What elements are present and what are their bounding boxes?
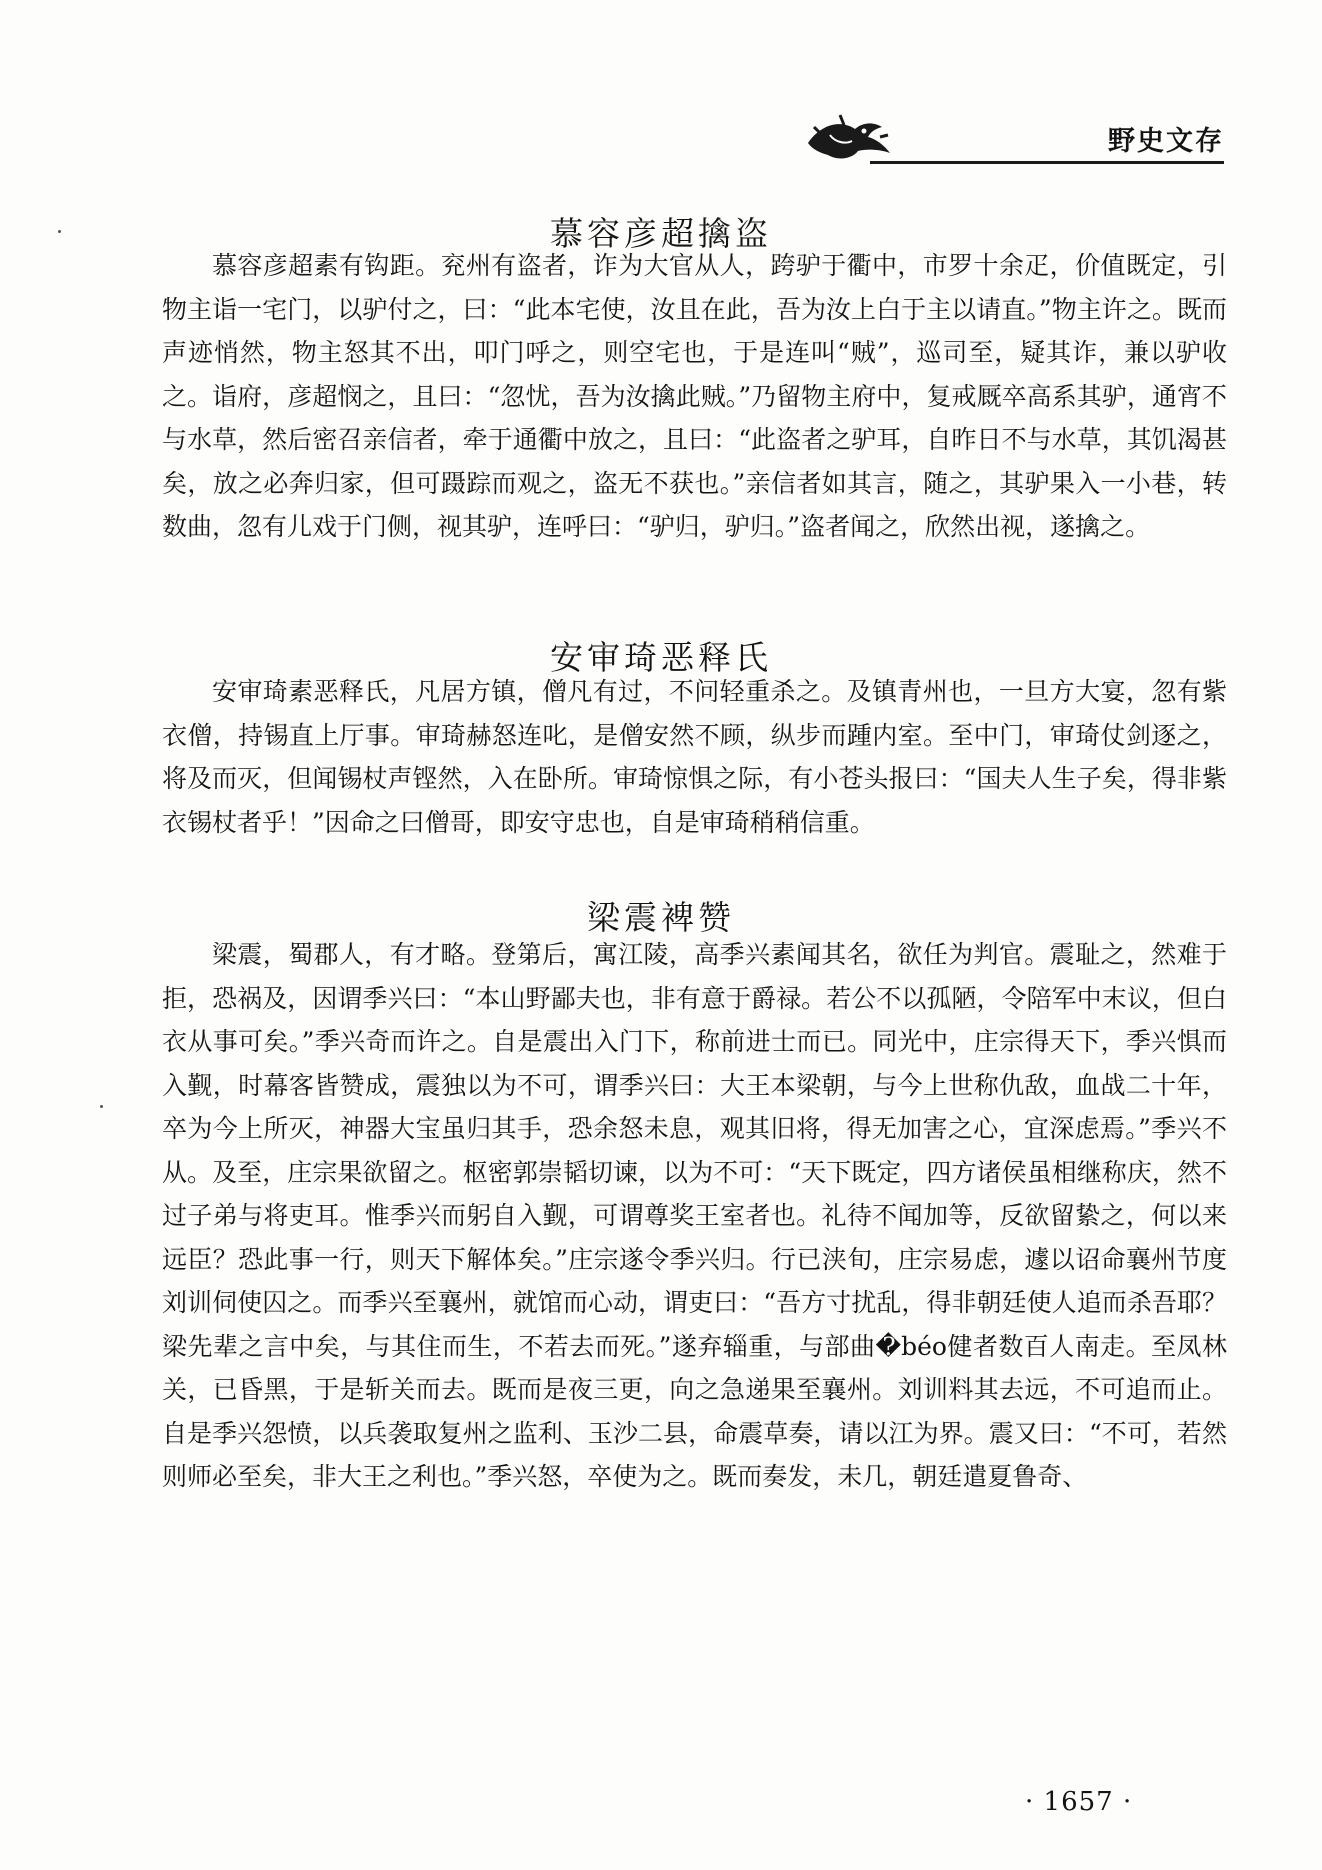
dragon-logo-icon <box>800 105 895 165</box>
section-body <box>162 244 1227 549</box>
page-number: · 1657 · <box>1025 1787 1133 1817</box>
section-body <box>162 670 1227 844</box>
section-paragraph: 安审琦素恶释氏，凡居方镇，僧凡有过，不问轻重杀之。及镇青州也，一旦方大宴，忽有紫衣僧，持锡直上厅事。审琦赫怒连叱，是僧安然不顾，纵步而踵内室。至中门，审琦仗剑逐之，将及而灭，但闻锡杖声铿然，入在卧所。审琦惊惧之际，有小苍头报曰：“国夫人生子矣，得非紫衣锡杖者乎！”因命之曰僧哥，即安守忠也，自是审琦稍稍信重。 <box>162 677 1227 837</box>
section-paragraph: 梁震，蜀郡人，有才略。登第后，寓江陵，高季兴素闻其名，欲任为判官。震耻之，然难于拒，恐祸及，因谓季兴曰：“本山野鄙夫也，非有意于爵禄。若公不以孤陋，令陪军中末议，但白衣从事可矣。”季兴奇而许之。自是震出入门下，称前进士而已。同光中，庄宗得天下，季兴惧而入觐，时幕客皆赞成，震独以为不可，谓季兴曰：大王本梁朝，与今上世称仇敌，血战二十年，卒为今上所灭，神器大宝虽归其手，恐余怒未息，观其旧将，得无加害之心，宜深虑焉。”季兴不从。及至，庄宗果欲留之。枢密郭崇韬切谏，以为不可：“天下既定，四方诸侯虽相继称庆，然不过子弟与将吏耳。惟季兴而躬自入觐，可谓尊奖王室者也。礼待不闻加等，反欲留絷之，何以来远臣？恐此事一行，则天下解体矣。”庄宗遂令季兴归。行已浃旬，庄宗易虑，遽以诏命襄州节度刘训伺使囚之。而季兴至襄州，就馆而心动，谓吏曰：“吾方寸扰乱，得非朝廷使人追而杀吾耶？梁先辈之言中矣，与其住而生，不若去而死。”遂弃辎重，与部曲�béo健者数百人南走。至凤林关，已昏黑，于是斩关而去。既而是夜三更，向之急递果至襄州。刘训料其去远，不可追而止。自是季兴怨愤，以兵袭取复州之监利、玉沙二县，命震草奏，请以江为界。震又曰：“不可，若然则师必至矣，非大王之利也。”季兴怒，卒使为之。既而奏发，未几，朝廷遣夏鲁奇、 <box>162 940 1227 1491</box>
section-title: 梁震裨赞 <box>587 898 735 937</box>
scan-speck <box>100 1105 103 1108</box>
header-title: 野史文存 <box>1108 126 1224 157</box>
scan-speck <box>58 230 61 233</box>
section-title: 慕容彦超擒盗 <box>550 214 772 253</box>
section-title: 安审琦恶释氏 <box>550 638 772 677</box>
running-header <box>800 95 1224 165</box>
header-rule <box>870 161 1224 164</box>
section-paragraph: 慕容彦超素有钩距。兖州有盗者，诈为大官从人，跨驴于衢中，市罗十余疋，价值既定，引物主诣一宅门，以驴付之，曰：“此本宅使，汝且在此，吾为汝上白于主以请直。”物主许之。既而声迹悄然，物主怒其不出，叩门呼之，则空宅也，于是连叫“贼”，巡司至，疑其诈，兼以驴收之。诣府，彦超悯之，且曰：“忽忧，吾为汝擒此贼。”乃留物主府中，复戒厩卒高系其驴，通宵不与水草，然后密召亲信者，牵于通衢中放之，且曰：“此盗者之驴耳，自昨日不与水草，其饥渴甚矣，放之必奔归家，但可蹑踪而观之，盗无不获也。”亲信者如其言，随之，其驴果入一小巷，转数曲，忽有儿戏于门侧，视其驴，连呼曰：“驴归，驴归。”盗者闻之，欣然出视，遂擒之。 <box>162 251 1227 541</box>
section-body <box>162 933 1227 1499</box>
